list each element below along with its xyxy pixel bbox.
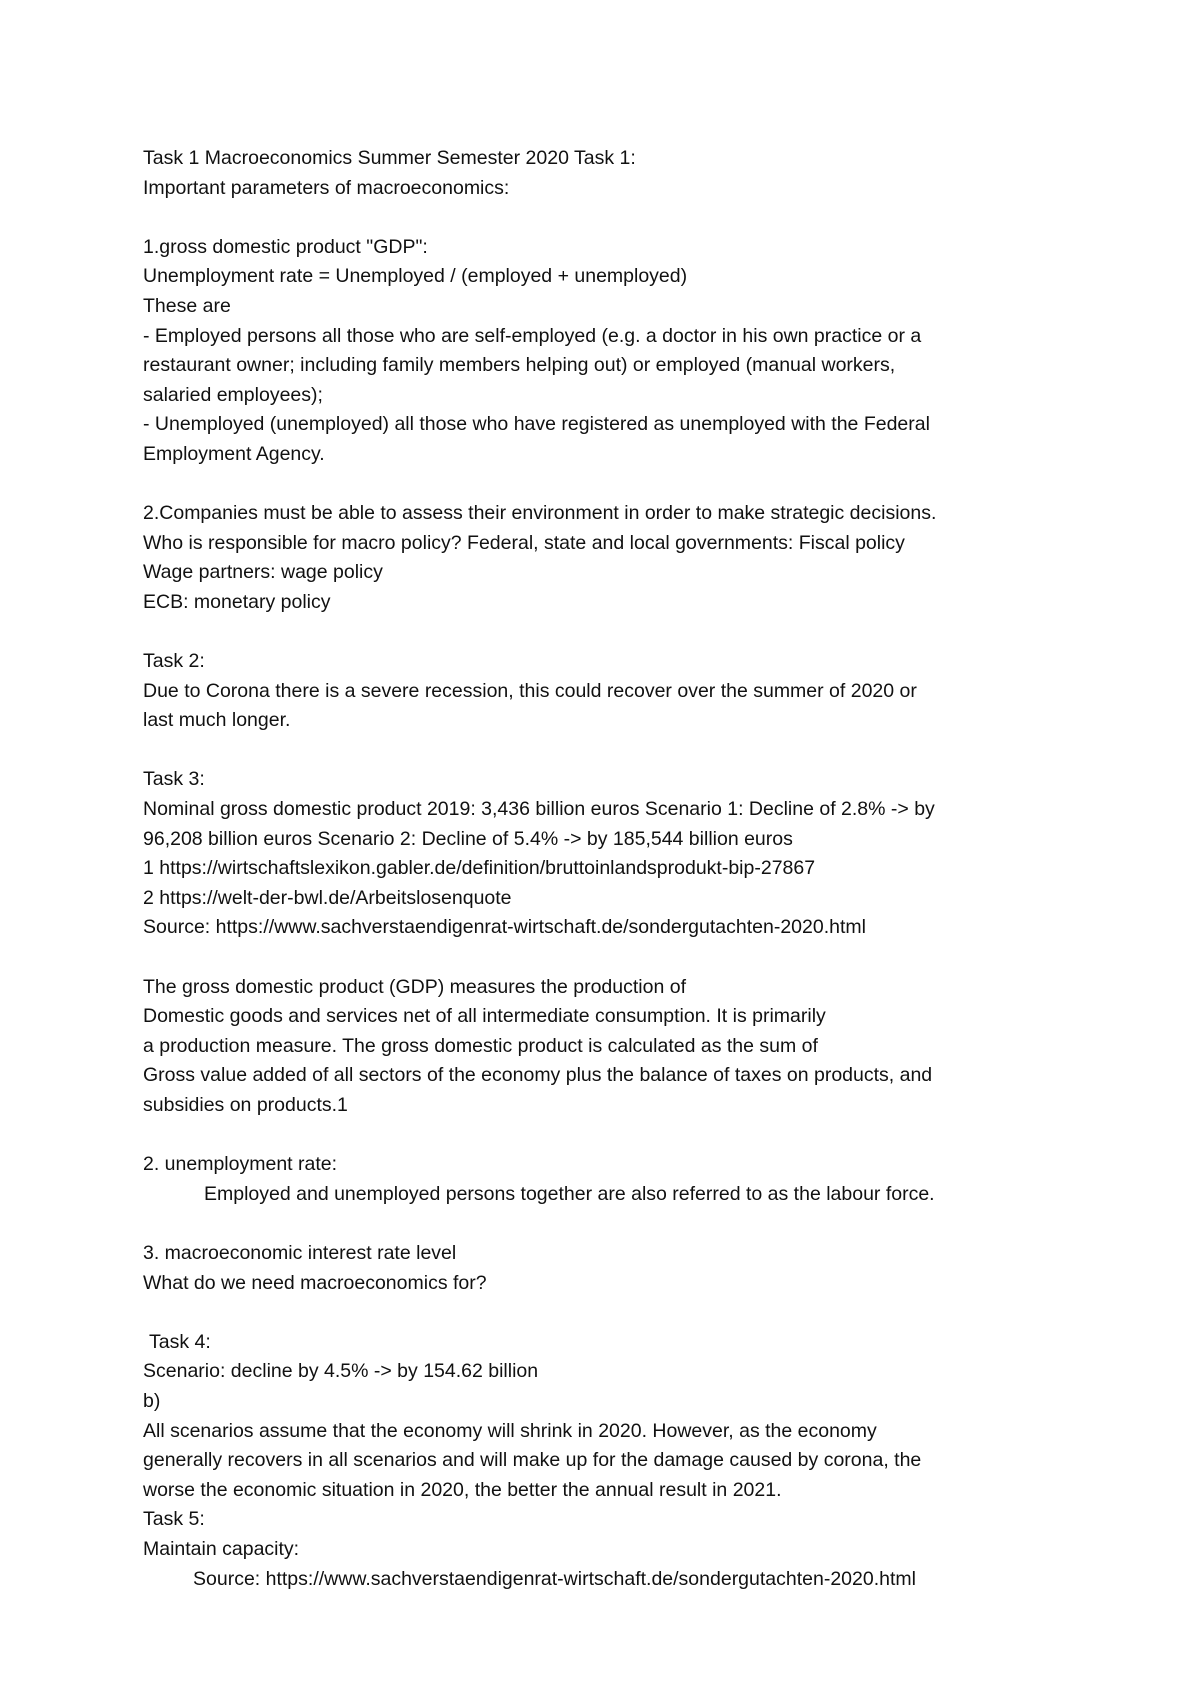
unemployment-formula: Unemployment rate = Unemployed / (employed + unemployed) xyxy=(143,265,688,288)
footnote-1: 1 https://wirtschaftslexikon.gabler.de/definition/bruttoinlandsprodukt-bip-27867 xyxy=(143,857,816,880)
task4-heading: Task 4: xyxy=(149,1330,211,1353)
task3-source: Source: https://www.sachverstaendigenrat-wirtschaft.de/sondergutachten-2020.html xyxy=(143,916,866,939)
task4-text-line: generally recovers in all scenarios and will make up for the damage caused by corona, the xyxy=(143,1449,922,1472)
spacer xyxy=(143,943,1063,973)
monetary-policy-line: ECB: monetary policy xyxy=(143,590,331,613)
companies-line: 2.Companies must be able to assess their environment in order to make strategic decisions. xyxy=(143,502,937,525)
spacer xyxy=(143,470,1063,500)
task2-text-line: Due to Corona there is a severe recession, this could recover over the summer of 2020 or xyxy=(143,679,917,702)
spacer xyxy=(143,1298,1063,1328)
task2-heading: Task 2: xyxy=(143,650,205,673)
gdp-heading: 1.gross domestic product "GDP": xyxy=(143,235,428,258)
task5-heading: Task 5: xyxy=(143,1508,205,1531)
these-are-label: These are xyxy=(143,294,231,317)
employed-definition-line: - Employed persons all those who are self-employed (e.g. a doctor in his own practice or a xyxy=(143,324,922,347)
document-body xyxy=(143,144,1063,1594)
task2-text-line: last much longer. xyxy=(143,709,291,732)
unemployment-rate-heading: 2. unemployment rate: xyxy=(143,1153,338,1176)
labour-force-line: Employed and unemployed persons together are also referred to as the labour force. xyxy=(204,1182,935,1205)
wage-policy-line: Wage partners: wage policy xyxy=(143,561,383,584)
spacer xyxy=(143,1209,1063,1239)
macro-policy-line: Who is responsible for macro policy? Federal, state and local governments: Fiscal policy xyxy=(143,531,905,554)
task4-scenario: Scenario: decline by 4.5% -> by 154.62 billion xyxy=(143,1360,539,1383)
task4-text-line: All scenarios assume that the economy will shrink in 2020. However, as the economy xyxy=(143,1419,877,1442)
macroeconomics-question: What do we need macroeconomics for? xyxy=(143,1271,487,1294)
unemployed-definition-line: - Unemployed (unemployed) all those who have registered as unemployed with the Federal xyxy=(143,413,930,436)
task3-text-line: Nominal gross domestic product 2019: 3,436 billion euros Scenario 1: Decline of 2.8% -> by xyxy=(143,798,935,821)
task3-heading: Task 3: xyxy=(143,768,205,791)
gdp-definition-line: Gross value added of all sectors of the economy plus the balance of taxes on products, and xyxy=(143,1064,933,1087)
task4-text-line: worse the economic situation in 2020, the better the annual result in 2021. xyxy=(143,1478,782,1501)
task5-source: Source: https://www.sachverstaendigenrat-wirtschaft.de/sondergutachten-2020.html xyxy=(193,1567,916,1590)
document-subtitle: Important parameters of macroeconomics: xyxy=(143,176,510,199)
gdp-definition-line: subsidies on products.1 xyxy=(143,1094,348,1116)
task3-text-line: 96,208 billion euros Scenario 2: Decline of 5.4% -> by 185,544 billion euros xyxy=(143,827,793,850)
task4-part-b: b) xyxy=(143,1389,161,1412)
document-title: Task 1 Macroeconomics Summer Semester 2020 Task 1: xyxy=(143,147,636,169)
spacer xyxy=(143,1121,1063,1151)
gdp-definition-line: Domestic goods and services net of all intermediate consumption. It is primarily xyxy=(143,1005,826,1028)
spacer xyxy=(143,736,1063,766)
footnote-2: 2 https://welt-der-bwl.de/Arbeitslosenquote xyxy=(143,886,512,909)
interest-rate-heading: 3. macroeconomic interest rate level xyxy=(143,1241,457,1264)
unemployed-definition-line: Employment Agency. xyxy=(143,442,325,465)
gdp-definition-line: a production measure. The gross domestic product is calculated as the sum of xyxy=(143,1034,818,1057)
employed-definition-line: restaurant owner; including family members helping out) or employed (manual workers, xyxy=(143,354,896,377)
task5-text-line: Maintain capacity: xyxy=(143,1537,300,1560)
gdp-definition-line: The gross domestic product (GDP) measures the production of xyxy=(143,975,686,998)
employed-definition-line: salaried employees); xyxy=(143,383,323,406)
spacer xyxy=(143,203,1063,233)
spacer xyxy=(143,618,1063,648)
